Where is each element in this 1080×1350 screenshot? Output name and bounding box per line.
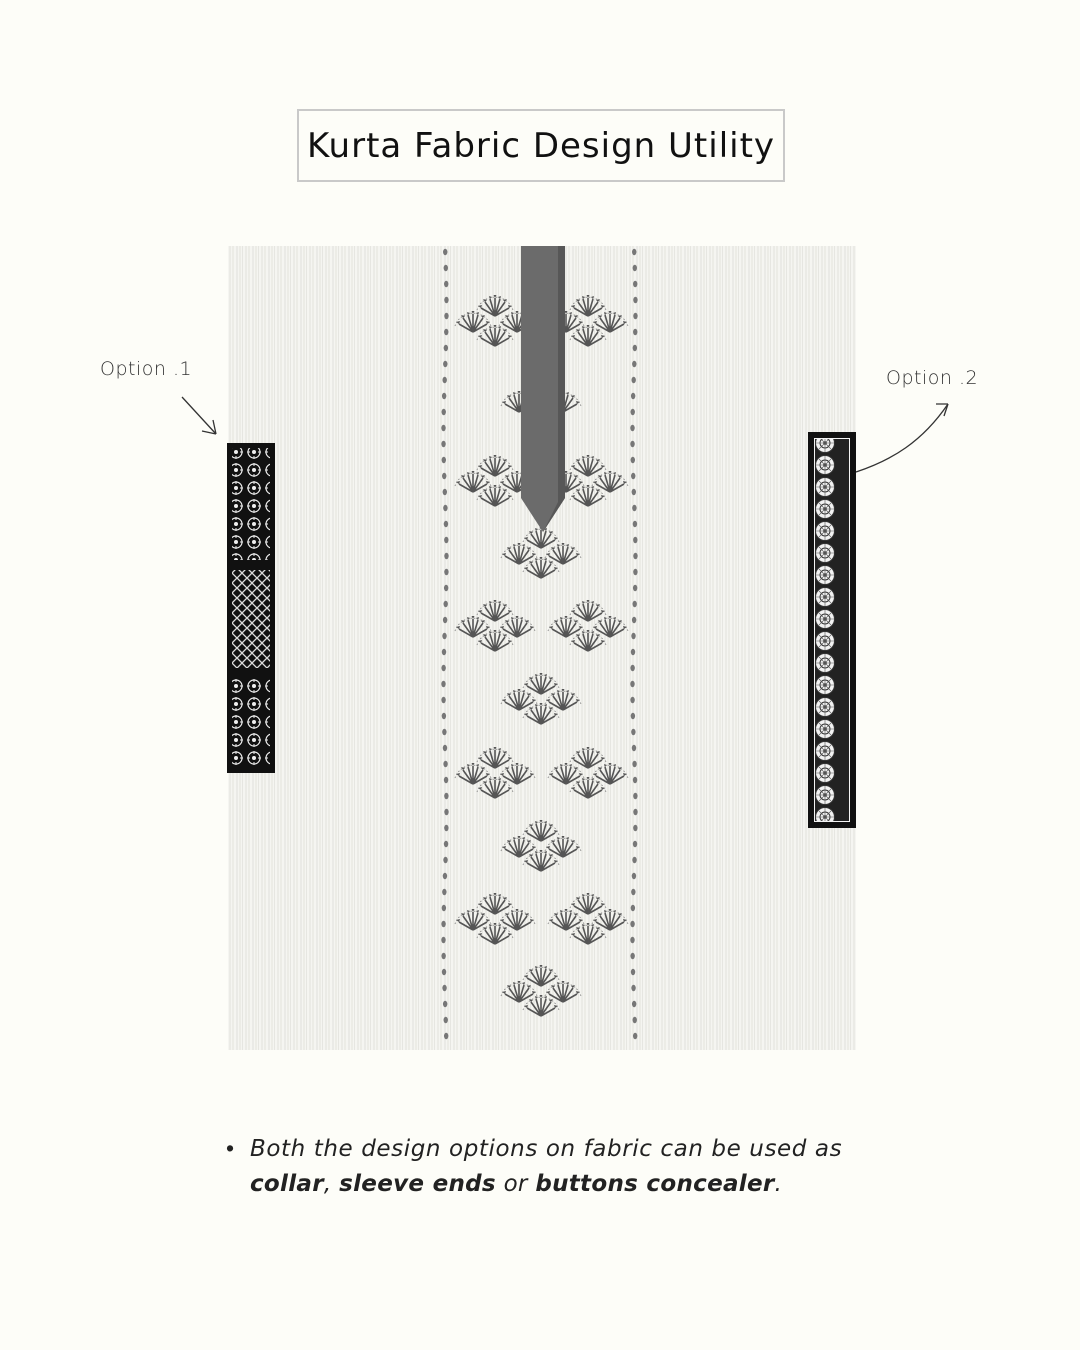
placket bbox=[521, 246, 565, 532]
note-line-1: Both the design options on fabric can be used as bbox=[250, 1136, 843, 1162]
option-2-label: Option .2 bbox=[886, 367, 979, 389]
usage-note bbox=[226, 1132, 866, 1202]
page-title: Kurta Fabric Design Utility bbox=[306, 125, 776, 166]
fabric-illustration bbox=[228, 246, 856, 1050]
note-buttons-concealer: buttons concealer bbox=[535, 1171, 775, 1197]
note-line-2 bbox=[226, 1167, 866, 1202]
bullet-icon: • bbox=[226, 1136, 235, 1162]
option-2-strip[interactable] bbox=[808, 432, 856, 828]
fabric-panel bbox=[228, 246, 856, 1050]
note-collar: collar bbox=[250, 1171, 324, 1197]
option-2-arrow-icon bbox=[852, 398, 954, 476]
option-1-arrow-icon bbox=[176, 394, 222, 438]
title-box bbox=[297, 109, 785, 182]
option-1-label: Option .1 bbox=[100, 358, 193, 380]
note-comma: , bbox=[323, 1171, 332, 1197]
note-period: . bbox=[774, 1171, 783, 1197]
note-or: or bbox=[503, 1171, 528, 1197]
option-1-strip[interactable] bbox=[227, 443, 275, 773]
note-sleeve-ends: sleeve ends bbox=[339, 1171, 496, 1197]
